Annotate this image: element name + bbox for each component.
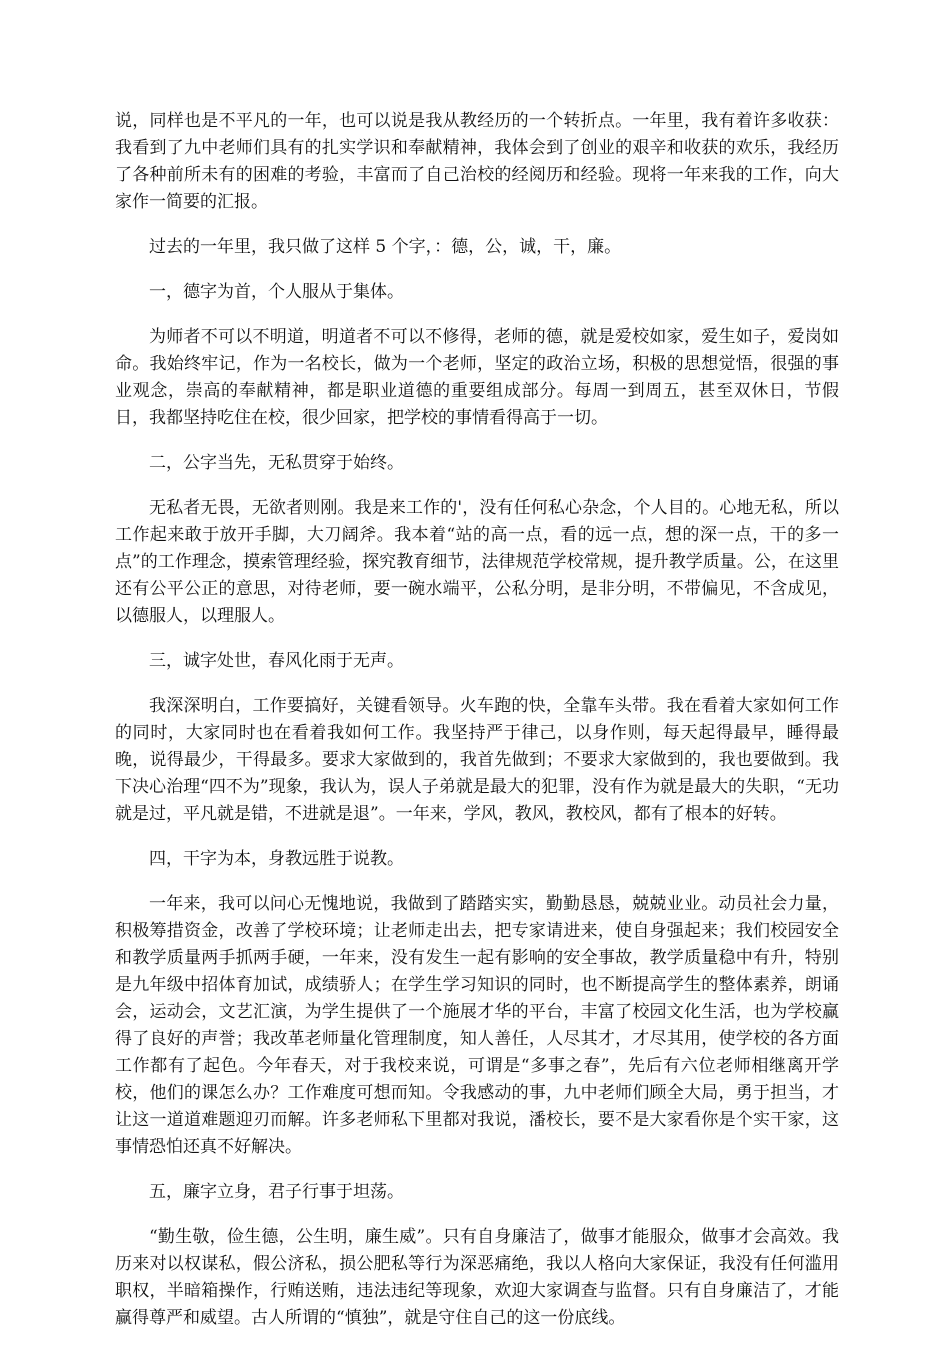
paragraph-virtue: 为师者不可以不明道，明道者不可以不修得，老师的德，就是爱校如家，爱生如子，爱岗如命。我始终牢记，作为一名校长，做为一个老师，坚定的政治立场，积极的思想觉悟，很强的事业观念，崇高的奉献精神，都是职业道德的重要组成部分。每周一到周五，甚至双休日，节假日，我都坚持吃住在校，很少回家，把学校的事情看得高于一切。 (115, 327, 839, 428)
heading-fairness: 二，公字当先，无私贯穿于始终。 (149, 453, 404, 473)
heading-integrity: 五，廉字立身，君子行事于坦荡。 (149, 1182, 404, 1202)
paragraph-sincerity: 我深深明白，工作要搞好，关键看领导。火车跑的快，全靠车头带。我在看着大家如何工作的同时，大家同时也在看着我如何工作。我坚持严于律己，以身作则，每天起得最早，睡得最晚，说得最少，干得最多。要求大家做到的，我首先做到；不要求大家做到的，我也要做到。我下决心治理“四不为”现象，我认为，误人子弟就是最大的犯罪，没有作为就是最大的失职，“无功就是过，平凡就是错，不进就是退”。一年来，学风，教风，教校风，都有了根本的好转。 (115, 696, 839, 824)
document-page (115, 108, 839, 1350)
paragraph-intro: 说，同样也是不平凡的一年，也可以说是我从教经历的一个转折点。一年里，我有着许多收获：我看到了九中老师们具有的扎实学识和奉献精神，我体会到了创业的艰辛和收获的欢乐，我经历了各种前所未有的困难的考验，丰富而了自己治校的经阅历和经验。现将一年来我的工作，向大家作一简要的汇报。 (115, 111, 839, 212)
paragraph-fairness: 无私者无畏，无欲者则刚。我是来工作的'，没有任何私心杂念，个人目的。心地无私，所以工作起来敢于放开手脚，大刀阔斧。我本着“站的高一点，看的远一点，想的深一点，干的多一点”的工作理念，摸索管理经验，探究教育细节，法律规范学校常规，提升教学质量。公，在这里还有公平公正的意思，对待老师，要一碗水端平，公私分明，是非分明，不带偏见，不含成见，以德服人，以理服人。 (115, 498, 839, 626)
paragraph-integrity: “勤生敬，俭生德，公生明，廉生威”。只有自身廉洁了，做事才能服众，做事才会高效。我历来对以权谋私，假公济私，损公肥私等行为深恶痛绝，我以人格向大家保证，我没有任何滥用职权，半暗箱操作，行贿送贿，违法违纪等现象，欢迎大家调查与监督。只有自身廉洁了，才能赢得尊严和威望。古人所谓的“慎独”，就是守住自己的这一份底线。 (115, 1227, 839, 1328)
heading-diligence: 四，干字为本，身教远胜于说教。 (149, 849, 404, 869)
heading-virtue: 一，德字为首，个人服从于集体。 (149, 282, 404, 302)
paragraph-diligence: 一年来，我可以问心无愧地说，我做到了踏踏实实，勤勤恳恳，兢兢业业。动员社会力量，积极筹措资金，改善了学校环境；让老师走出去，把专家请进来，使自身强起来；我们校园安全和教学质量两手抓两手硬，一年来，没有发生一起有影响的安全事故，教学质量稳中有升，特别是九年级中招体育加试，成绩骄人；在学生学习知识的同时，也不断提高学生的整体素养，朗诵会，运动会，文艺汇演，为学生提供了一个施展才华的平台，丰富了校园文化生活，也为学校赢得了良好的声誉；我改革老师量化管理制度，知人善任，人尽其才，才尽其用，使学校的各方面工作都有了起色。今年春天，对于我校来说，可谓是“多事之春”，先后有六位老师相继离开学校，他们的课怎么办？工作难度可想而知。令我感动的事，九中老师们顾全大局，勇于担当，才让这一道道难题迎刃而解。许多老师私下里都对我说，潘校长，要不是大家看你是个实干家，这事情恐怕还真不好解决。 (115, 894, 839, 1157)
paragraph-summary: 过去的一年里，我只做了这样 5 个字，：德，公，诚，干，廉。 (149, 237, 622, 257)
heading-sincerity: 三，诚字处世，春风化雨于无声。 (149, 651, 404, 671)
